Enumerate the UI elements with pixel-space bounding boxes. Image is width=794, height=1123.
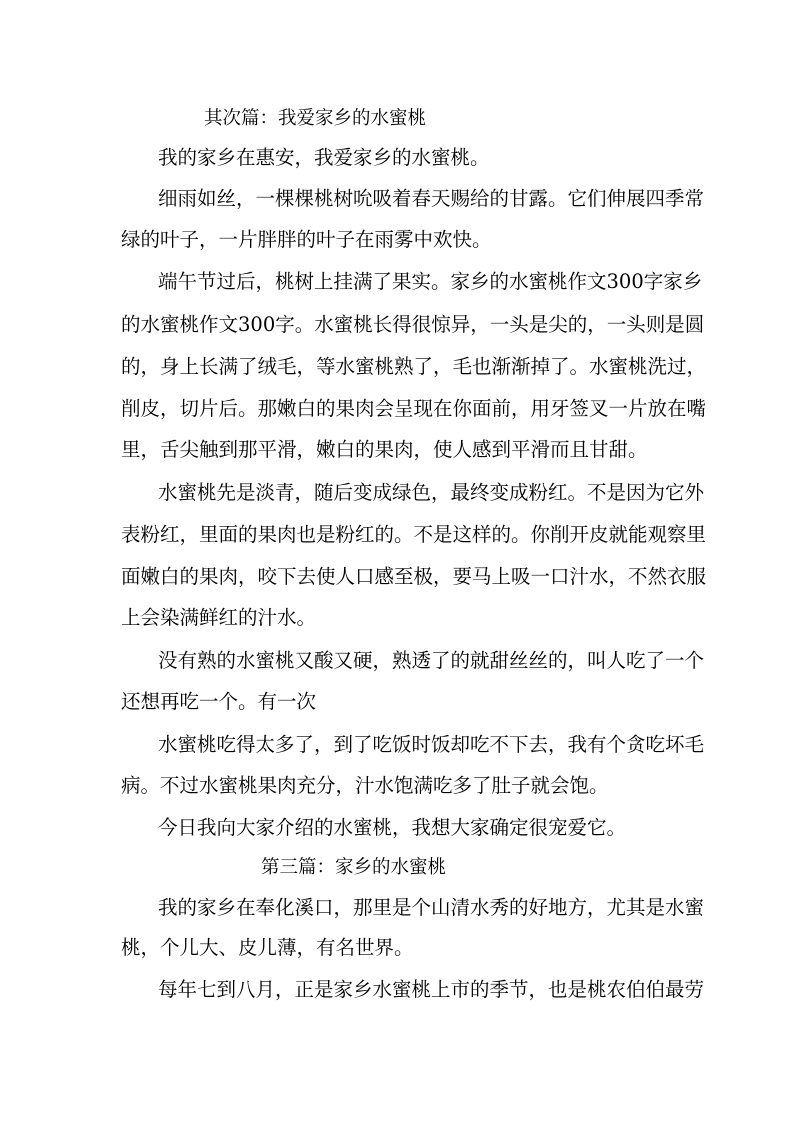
paragraph-line: 的水蜜桃作文300字。水蜜桃长得很惊异，一头是尖的，一头则是圆 (121, 313, 705, 336)
paragraph-line: 面嫩白的果肉，咬下去使人口感至极，要马上吸一口汁水，不然衣服 (121, 565, 707, 588)
paragraph-line: 细雨如丝，一棵棵桃树吮吸着春天赐给的甘露。它们伸展四季常 (158, 187, 705, 210)
paragraph-line: 我的家乡在奉化溪口，那里是个山清水秀的好地方，尤其是水蜜 (158, 896, 705, 919)
paragraph-line: 没有熟的水蜜桃又酸又硬，熟透了的就甜丝丝的，叫人吃了一个 (158, 649, 705, 672)
paragraph-line: 水蜜桃先是淡青，随后变成绿色，最终变成粉红。不是因为它外 (158, 481, 705, 504)
paragraph-line: 表粉红，里面的果肉也是粉红的。不是这样的。你削开皮就能观察里 (121, 523, 707, 546)
paragraph-line: 的，身上长满了绒毛，等水蜜桃熟了，毛也渐渐掉了。水蜜桃洗过， (121, 355, 707, 378)
section-heading: 其次篇：我爱家乡的水蜜桃 (204, 108, 427, 129)
paragraph-line: 今日我向大家介绍的水蜜桃，我想大家确定很宠爱它。 (158, 816, 627, 839)
paragraph-line: 水蜜桃吃得太多了，到了吃饭时饭却吃不下去，我有个贪吃坏毛 (158, 733, 705, 756)
paragraph-line: 还想再吃一个。有一次 (121, 690, 317, 713)
paragraph-line: 桃，个儿大、皮儿薄，有名世界。 (121, 936, 414, 959)
paragraph-line: 绿的叶子，一片胖胖的叶子在雨雾中欢快。 (121, 228, 492, 251)
paragraph-line: 上会染满鲜红的汁水。 (121, 606, 317, 629)
paragraph-line: 削皮，切片后。那嫩白的果肉会呈现在你面前，用牙签叉一片放在嘴 (121, 397, 707, 420)
paragraph-line: 里，舌尖触到那平滑，嫩白的果肉，使人感到平滑而且甘甜。 (121, 438, 648, 461)
paragraph-line: 病。不过水蜜桃果肉充分，汁水饱满吃多了肚子就会饱。 (121, 774, 609, 797)
paragraph-line: 我的家乡在惠安，我爱家乡的水蜜桃。 (158, 146, 490, 169)
paragraph-line: 每年七到八月，正是家乡水蜜桃上市的季节，也是桃农伯伯最劳 (158, 978, 705, 1001)
paragraph-line: 端午节过后，桃树上挂满了果实。家乡的水蜜桃作文300字家乡 (158, 270, 703, 293)
section-heading: 第三篇：家乡的水蜜桃 (261, 857, 447, 878)
